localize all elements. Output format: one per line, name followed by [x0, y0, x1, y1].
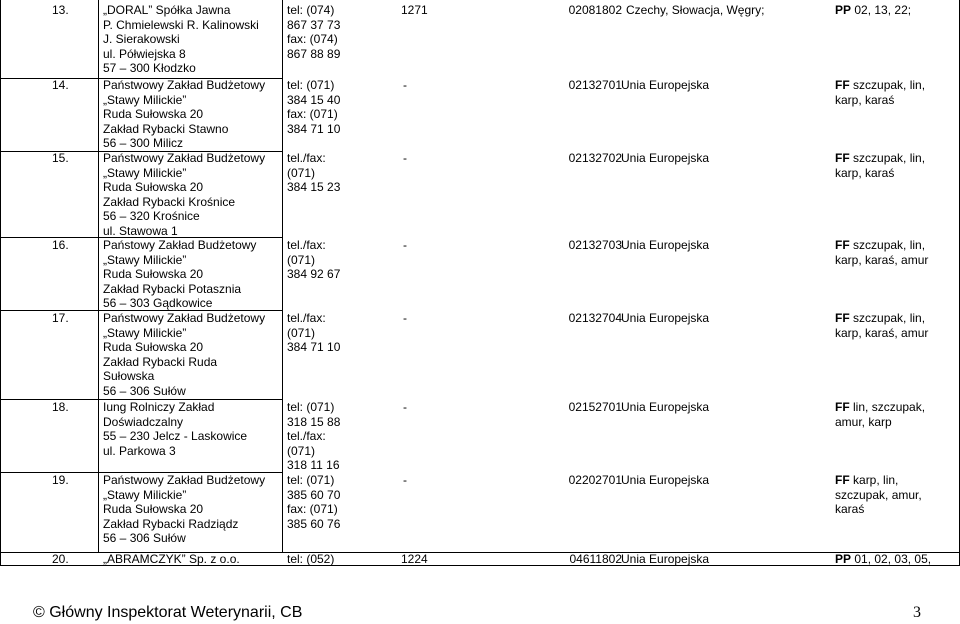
- tel-line: 384 71 10: [287, 121, 341, 136]
- species-line: karaś: [835, 502, 865, 517]
- registration-number: -: [403, 151, 407, 165]
- species: [835, 238, 928, 267]
- tel-line: (071): [287, 443, 316, 458]
- registration-number: 1224: [401, 552, 428, 566]
- name-line: Zakład Rybacki Ruda: [103, 354, 218, 369]
- tel-line: tel./fax:: [287, 151, 326, 165]
- name-line: 57 – 300 Kłodzko: [103, 61, 196, 76]
- row-number: 20.: [52, 552, 69, 566]
- name-line: „Stawy Milickie”: [103, 92, 187, 107]
- tel-line: (071): [287, 252, 316, 267]
- company-name-address: [103, 400, 247, 458]
- row-number: 17.: [52, 311, 69, 325]
- company-name-address: [103, 552, 240, 567]
- name-line: 56 – 303 Gądkowice: [103, 296, 213, 311]
- species: [835, 78, 925, 107]
- name-line: Doświadczalny: [103, 414, 184, 429]
- name-line: 56 – 320 Krośnice: [103, 209, 200, 224]
- vet-number: 02132702: [568, 151, 622, 165]
- tel-line: 384 92 67: [287, 267, 341, 282]
- contact-phone: [287, 151, 340, 195]
- row-number: 14.: [52, 78, 69, 92]
- tel-line: fax: (071): [287, 502, 338, 517]
- species-line: karp, karaś, amur: [835, 325, 929, 340]
- name-line: Ruda Sułowska 20: [103, 107, 204, 122]
- vet-number: 02132701: [568, 78, 622, 92]
- source-countries: Unia Europejska: [621, 238, 710, 252]
- name-line: Państwowy Zakład Budżetowy: [103, 151, 266, 165]
- company-name-address: [103, 151, 265, 239]
- company-name-address: [103, 78, 265, 151]
- name-line: „Stawy Milickie”: [103, 165, 187, 180]
- name-line: 55 – 230 Jelcz - Laskowice: [103, 429, 248, 444]
- registration-number: 1271: [401, 3, 428, 17]
- species-line: karp, karaś, amur: [835, 252, 929, 267]
- contact-phone: [287, 238, 340, 282]
- species-line: szczupak, amur,: [835, 487, 922, 502]
- species-line: szczupak, lin,: [853, 311, 926, 325]
- tel-line: (071): [287, 325, 316, 340]
- tel-line: 318 15 88: [287, 414, 341, 429]
- species: [835, 3, 911, 18]
- name-line: P. Chmielewski R. Kalinowski: [103, 17, 259, 32]
- company-name-address: [103, 238, 256, 311]
- registration-number: -: [403, 311, 407, 325]
- tel-line: 867 88 89: [287, 46, 341, 61]
- species-line: karp, karaś: [835, 165, 895, 180]
- species-line: 01, 02, 03, 05,: [854, 552, 932, 566]
- species-line: amur, karp: [835, 414, 892, 429]
- name-line: Zakład Rybacki Radziądz: [103, 516, 239, 531]
- row-number: 15.: [52, 151, 69, 165]
- company-name-address: [103, 473, 265, 546]
- vet-number: 02152701: [568, 400, 622, 414]
- species: [835, 311, 928, 340]
- species-code: FF: [835, 311, 850, 325]
- row-number: 19.: [52, 473, 69, 487]
- species-line: lin, szczupak,: [853, 400, 926, 414]
- footer-copyright: © Główny Inspektorat Weterynarii, CB: [33, 604, 303, 621]
- contact-phone: [287, 400, 340, 473]
- name-line: J. Sierakowski: [103, 32, 180, 47]
- tel-line: tel: (052): [287, 552, 335, 566]
- contact-phone: [287, 3, 340, 61]
- name-line: 56 – 306 Sułów: [103, 383, 186, 398]
- tel-line: 385 60 76: [287, 516, 341, 531]
- row-number: 16.: [52, 238, 69, 252]
- species: [835, 400, 925, 429]
- vet-number: 02202701: [568, 473, 622, 487]
- name-line: Państwowy Zakład Budżetowy: [103, 78, 266, 92]
- name-line: Ruda Sułowska 20: [103, 267, 204, 282]
- species-code: PP: [835, 552, 852, 566]
- name-line: Iung Rolniczy Zakład: [103, 400, 215, 414]
- row-number: 13.: [52, 3, 69, 17]
- name-line: „ABRAMCZYK” Sp. z o.o.: [103, 552, 240, 566]
- name-line: Państwowy Zakład Budżetowy: [103, 311, 266, 325]
- vet-number: 04611802: [569, 552, 622, 566]
- species: [835, 473, 922, 517]
- tel-line: (071): [287, 165, 316, 180]
- species-line: karp, lin,: [853, 473, 899, 487]
- name-line: „Stawy Milickie”: [103, 325, 187, 340]
- registration-number: -: [403, 78, 407, 92]
- vet-number: 02132703: [568, 238, 622, 252]
- species-line: 02, 13, 22;: [854, 3, 912, 17]
- registration-number: -: [403, 400, 407, 414]
- source-countries: Czechy, Słowacja, Węgry;: [626, 3, 765, 17]
- tel-line: tel./fax:: [287, 311, 326, 325]
- species-code: FF: [835, 78, 850, 92]
- contact-phone: [287, 311, 340, 355]
- species-code: FF: [835, 238, 850, 252]
- vet-number: 02132704: [568, 311, 622, 325]
- name-line: Ruda Sułowska 20: [103, 180, 204, 195]
- company-name-address: [103, 3, 259, 76]
- species: [835, 552, 931, 567]
- tel-line: 385 60 70: [287, 487, 341, 502]
- tel-line: fax: (071): [287, 107, 338, 122]
- tel-line: 867 37 73: [287, 17, 341, 32]
- species-line: szczupak, lin,: [853, 151, 926, 165]
- registration-number: -: [403, 238, 407, 252]
- tel-line: tel: (071): [287, 78, 335, 92]
- name-line: 56 – 306 Sułów: [103, 531, 186, 546]
- tel-line: tel./fax:: [287, 429, 326, 444]
- tel-line: 384 71 10: [287, 340, 341, 355]
- tel-line: 318 11 16: [287, 458, 340, 473]
- source-countries: Unia Europejska: [621, 311, 710, 325]
- source-countries: Unia Europejska: [621, 552, 710, 566]
- row-number: 18.: [52, 400, 69, 414]
- name-line: ul. Półwiejska 8: [103, 46, 186, 61]
- name-line: Zakład Rybacki Krośnice: [103, 194, 236, 209]
- name-line: Ruda Sułowska 20: [103, 340, 204, 355]
- name-line: ul. Parkowa 3: [103, 443, 176, 458]
- registration-number: -: [403, 473, 407, 487]
- species-code: PP: [835, 3, 852, 17]
- company-name-address: [103, 311, 265, 399]
- tel-line: tel: (071): [287, 400, 335, 414]
- source-countries: Unia Europejska: [621, 151, 710, 165]
- species-code: FF: [835, 473, 850, 487]
- tel-line: 384 15 23: [287, 180, 341, 195]
- name-line: Sułowska: [103, 369, 155, 384]
- name-line: „Stawy Milickie”: [103, 487, 187, 502]
- name-line: „Stawy Milickie”: [103, 252, 187, 267]
- tel-line: tel: (074): [287, 3, 335, 17]
- name-line: 56 – 300 Milicz: [103, 136, 184, 151]
- species-code: FF: [835, 400, 850, 414]
- tel-line: fax: (074): [287, 32, 338, 47]
- name-line: ul. Stawowa 1: [103, 223, 178, 238]
- contact-phone: [287, 78, 340, 136]
- tel-line: tel: (071): [287, 473, 335, 487]
- species: [835, 151, 925, 180]
- contact-phone: [287, 552, 334, 567]
- page-number: 3: [913, 604, 921, 621]
- name-line: Państowy Zakład Budżetowy: [103, 238, 257, 252]
- source-countries: Unia Europejska: [621, 400, 710, 414]
- species-line: szczupak, lin,: [853, 78, 926, 92]
- name-line: Zakład Rybacki Stawno: [103, 121, 229, 136]
- species-line: karp, karaś: [835, 92, 895, 107]
- name-line: „DORAL” Spółka Jawna: [103, 3, 231, 17]
- contact-phone: [287, 473, 340, 531]
- name-line: Ruda Sułowska 20: [103, 502, 204, 517]
- source-countries: Unia Europejska: [621, 473, 710, 487]
- vet-number: 02081802: [568, 3, 622, 17]
- species-line: szczupak, lin,: [853, 238, 926, 252]
- name-line: Państwowy Zakład Budżetowy: [103, 473, 266, 487]
- name-line: Zakład Rybacki Potasznia: [103, 281, 242, 296]
- tel-line: tel./fax:: [287, 238, 326, 252]
- tel-line: 384 15 40: [287, 92, 341, 107]
- species-code: FF: [835, 151, 850, 165]
- source-countries: Unia Europejska: [621, 78, 710, 92]
